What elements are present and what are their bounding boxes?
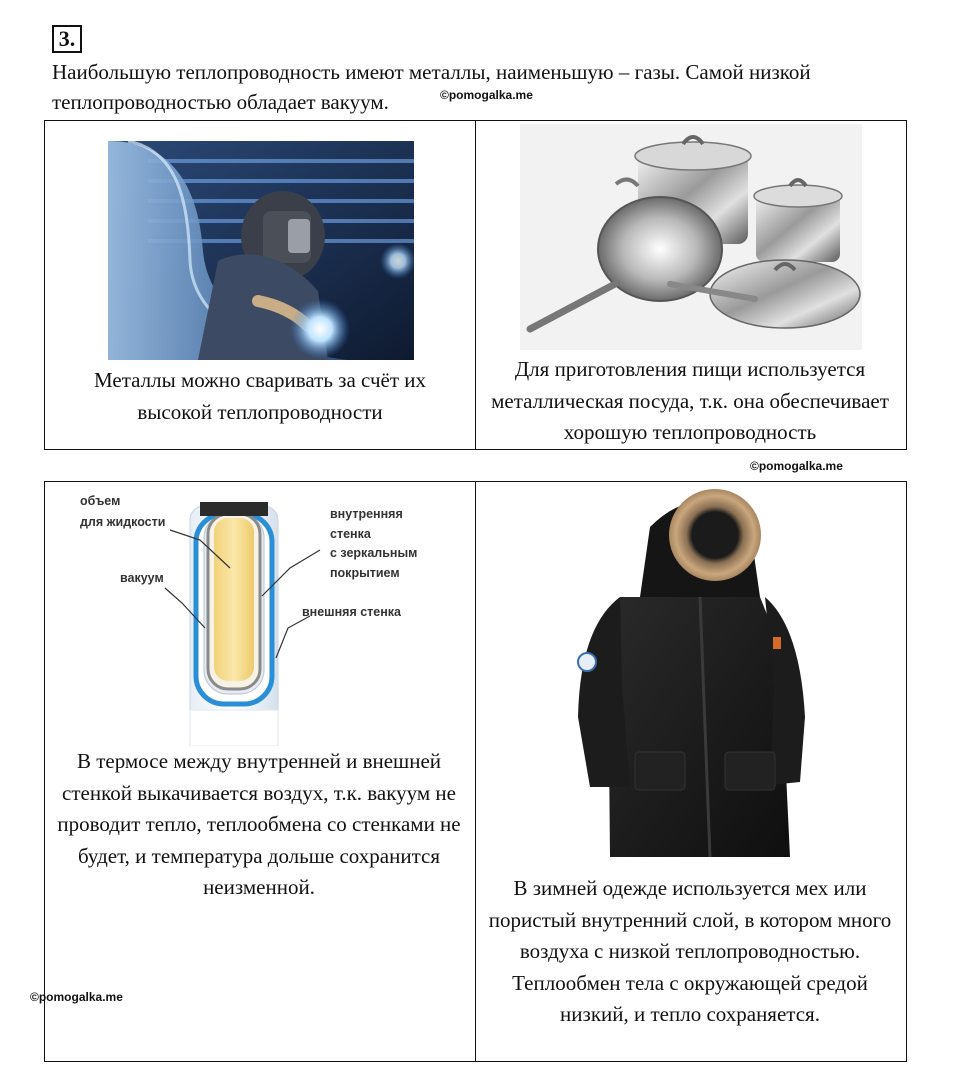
welding-photo (108, 141, 414, 360)
watermark-top: ©pomogalka.me (440, 88, 533, 102)
label-inner-wall-4: покрытием (330, 566, 400, 580)
thermos-diagram (70, 488, 450, 746)
label-inner-wall-3: с зеркальным (330, 546, 418, 560)
thermos-caption: В термосе между внутренней и внешней стенкой выкачивается воздух, т.к. вакуум не проводит тепло, теплообмена со стенками не будет, и температура дольше сохранится неизменной. (57, 749, 461, 899)
intro-text: Наибольшую теплопроводность имеют металлы, наименьшую – газы. Самой низкой теплопроводностью обладает вакуум. (52, 60, 811, 114)
watermark-bottom: ©pomogalka.me (30, 990, 123, 1004)
jacket-caption: В зимней одежде используется мех или пористый внутренний слой, в котором много воздуха с низкой теплопроводностью. Теплообмен тела с окружающей средой низкий, и тепло сохраняется. (488, 876, 892, 1026)
label-liquid-volume: объем (80, 494, 121, 508)
label-inner-wall-1: внутренняя (330, 507, 403, 521)
label-outer-wall: внешняя стенка (302, 605, 401, 619)
label-inner-wall-2: стенка (330, 527, 371, 541)
label-vacuum: вакуум (120, 571, 164, 585)
cookware-photo (520, 124, 862, 350)
label-liquid-volume-2: для жидкости (80, 515, 166, 529)
task-number: 3. (52, 25, 82, 53)
welding-caption: Металлы можно сваривать за счёт их высокой теплопроводности (94, 368, 426, 424)
jacket-photo (560, 487, 820, 867)
watermark-middle: ©pomogalka.me (750, 459, 843, 473)
cookware-caption: Для приготовления пищи используется металлическая посуда, т.к. она обеспечивает хорошую теплопроводность (491, 357, 889, 444)
